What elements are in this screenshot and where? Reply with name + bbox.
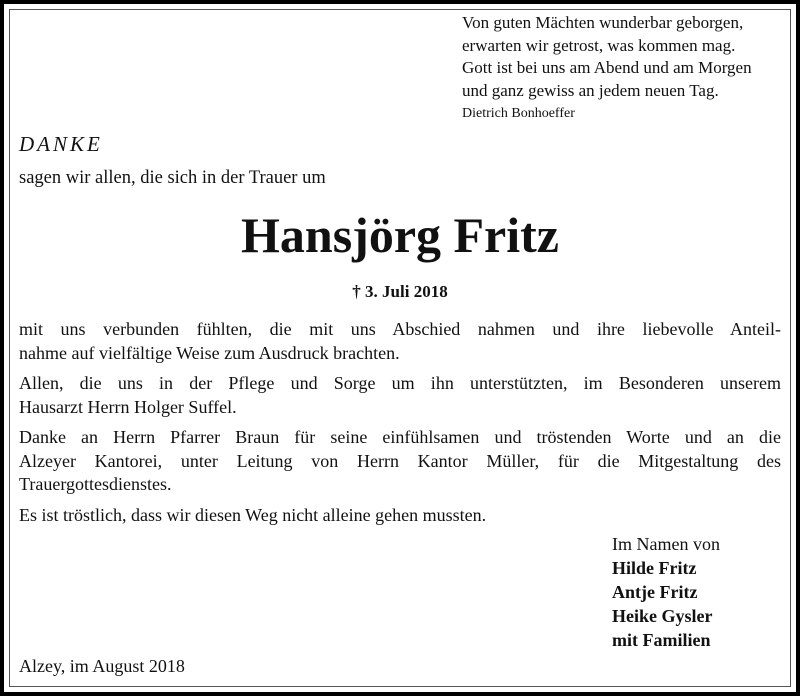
signature-block: [612, 532, 720, 652]
signature-intro: Im Namen von: [612, 534, 720, 554]
text-line: Allen, die uns in der Pflege und Sorge um ihn unterstützten, im Besonderen unserem: [19, 373, 781, 393]
text-line: Trauergottesdienstes.: [19, 474, 172, 494]
text-line: nahme auf vielfältige Weise zum Ausdruck brachten.: [19, 342, 400, 363]
text-line: Danke an Herrn Pfarrer Braun für seine einfühlsamen und tröstenden Worte und an die: [19, 427, 781, 447]
paragraph: [19, 426, 781, 497]
signature-name: mit Familien: [612, 630, 711, 650]
quote-line: erwarten wir getrost, was kommen mag.: [462, 35, 736, 55]
paragraph: [19, 372, 781, 419]
quote-line: und ganz gewiss an jedem neuen Tag.: [462, 80, 719, 100]
deceased-name: Hansjörg Fritz: [241, 207, 559, 263]
text-line: mit uns verbunden fühlten, die mit uns Abschied nahmen und ihre liebevolle Anteil-: [19, 319, 781, 339]
death-date: † 3. Juli 2018: [352, 282, 448, 301]
text-line: Hausarzt Herrn Holger Suffel.: [19, 396, 237, 417]
signature-name: Heike Gysler: [612, 606, 713, 626]
quote-author: Dietrich Bonhoeffer: [462, 106, 575, 121]
body-text: [19, 318, 781, 534]
text-line: Alzeyer Kantorei, unter Leitung von Herrn Kantor Müller, für die Mitgestaltung des: [19, 450, 781, 471]
intro-text: sagen wir allen, die sich in der Trauer um: [19, 168, 326, 188]
quote-line: Von guten Mächten wunderbar geborgen,: [462, 13, 744, 32]
heading-danke: DANKE: [19, 132, 103, 156]
signature-name: Hilde Fritz: [612, 558, 697, 578]
bonhoeffer-quote: [462, 12, 752, 102]
paragraph: [19, 318, 781, 365]
quote-line: Gott ist bei uns am Abend und am Morgen: [462, 58, 752, 77]
signature-name: Antje Fritz: [612, 582, 698, 602]
text-line: Es ist tröstlich, dass wir diesen Weg nicht alleine gehen mussten.: [19, 504, 487, 525]
place-date: Alzey, im August 2018: [19, 656, 185, 676]
paragraph: [19, 504, 781, 528]
